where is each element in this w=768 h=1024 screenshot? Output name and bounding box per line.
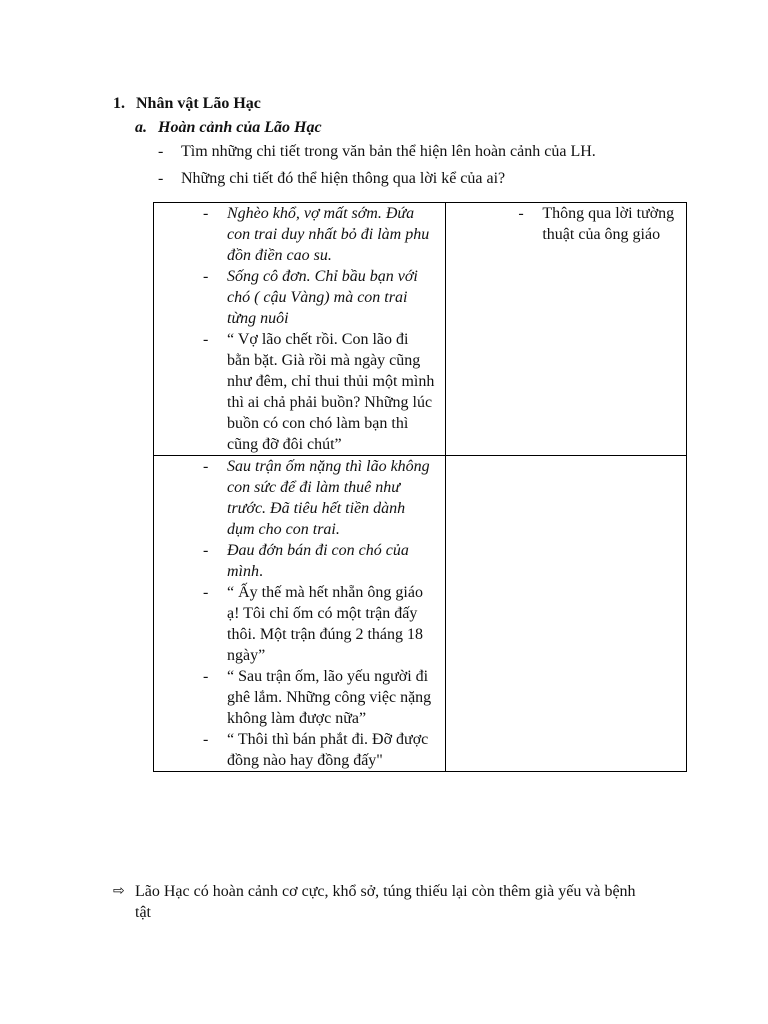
table-row (154, 203, 687, 456)
list-item (203, 582, 435, 666)
narrator-list (446, 203, 686, 245)
bullet-dash: - (158, 170, 164, 187)
narrator-cell-empty (446, 456, 687, 772)
narrator-text: Thông qua lời tường thuật của ông giáo (542, 205, 675, 243)
detail-list (154, 203, 445, 455)
list-item (518, 203, 676, 245)
table-row (154, 456, 687, 772)
quote-text: “ Sau trận ốm, lão yếu người đi ghê lắm. Những công việc nặng không làm được nữa” (227, 668, 432, 727)
subsection-letter: a. (135, 119, 147, 136)
section-heading (113, 93, 261, 114)
bullet-dash: - (203, 331, 209, 348)
list-item (203, 666, 435, 729)
subsection-title: Hoàn cảnh của Lão Hạc (158, 119, 322, 136)
list-item (203, 729, 435, 771)
bullet-dash: - (203, 458, 209, 475)
conclusion-text: Lão Hạc có hoàn cảnh cơ cực, khổ sở, túng thiếu lại còn thêm già yếu và bệnh tật (135, 883, 636, 921)
question-item (158, 168, 505, 189)
list-item (203, 456, 435, 540)
quote-text: “ Ấy thế mà hết nhẵn ông giáo ạ! Tôi chỉ ốm có một trận đấy thôi. Một trận đúng 2 tháng 18 ngày” (227, 584, 423, 664)
list-item: - Đau đớn bán đi con chó của mình. (203, 542, 409, 580)
list-item (203, 203, 435, 266)
detail-list (154, 456, 445, 771)
question-text: Tìm những chi tiết trong văn bản thể hiện lên hoàn cảnh của LH. (181, 143, 596, 160)
detail-text: Sau trận ốm nặng thì lão không con sức để đi làm thuê như trước. Đã tiêu hết tiền dành dụm cho con trai. (227, 458, 430, 538)
question-item (158, 141, 596, 162)
detail-text: Sống cô đơn. Chỉ bầu bạn với chó ( cậu Vàng) mà con trai từng nuôi (227, 268, 418, 327)
question-text: Những chi tiết đó thể hiện thông qua lời kể của ai? (181, 170, 506, 187)
section-number: 1. (113, 95, 125, 112)
bullet-dash: - (203, 268, 209, 285)
conclusion (113, 881, 653, 923)
narrator-cell (446, 203, 687, 456)
bullet-dash: - (203, 205, 209, 222)
bullet-dash: - (158, 143, 164, 160)
bullet-dash: - (203, 668, 209, 685)
details-cell (154, 203, 446, 456)
list-item (203, 329, 435, 455)
detail-text: Đau đớn bán đi con chó của mình (227, 542, 409, 580)
subsection-heading (135, 117, 322, 138)
detail-text: Nghèo khổ, vợ mất sớm. Đứa con trai duy nhất bỏ đi làm phu đồn điền cao su. (227, 205, 430, 264)
details-table (153, 202, 687, 772)
details-cell (154, 456, 446, 772)
quote-text: “ Vợ lão chết rồi. Con lão đi bằn bặt. Già rồi mà ngày cũng như đêm, chỉ thui thủi một mình thì ai chả phải buồn? Những lúc buồn có con chó làm bạn thì cũng đỡ đôi chút” (227, 331, 435, 453)
quote-text: “ Thôi thì bán phắt đi. Đỡ được đồng nào hay đồng đấy" (227, 731, 429, 769)
bullet-dash: - (203, 542, 209, 559)
arrow-right-icon: ⇨ (113, 883, 125, 899)
section-title: Nhân vật Lão Hạc (136, 95, 261, 112)
list-item (203, 266, 435, 329)
bullet-dash: - (203, 731, 209, 748)
bullet-dash: - (518, 205, 524, 222)
bullet-dash: - (203, 584, 209, 601)
